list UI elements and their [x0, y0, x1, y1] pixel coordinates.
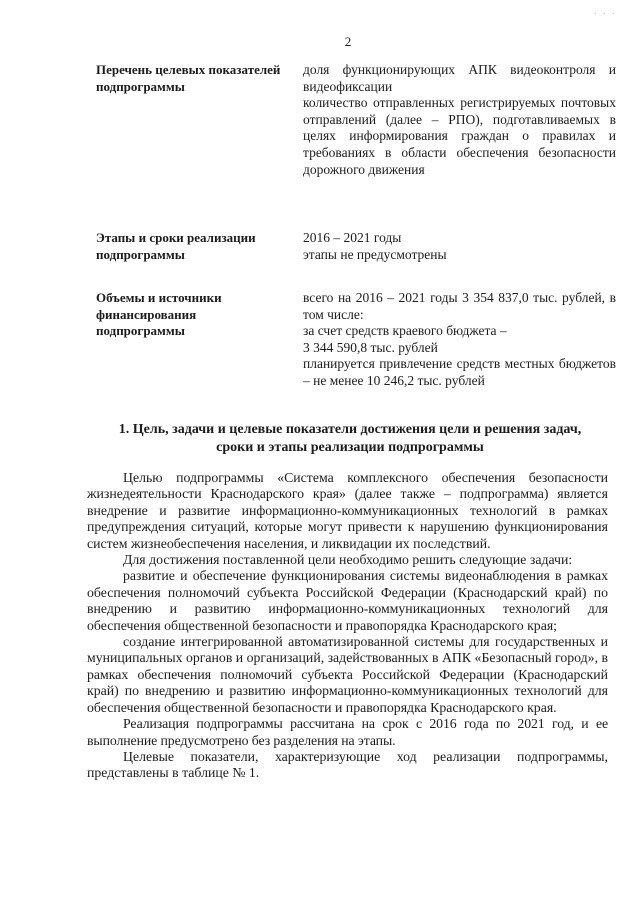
passport-value: доля функционирующих АПК видеоконтроля и видеофиксации — [303, 62, 616, 94]
passport-row-indicators — [96, 62, 616, 230]
passport-label: Объемы и источники финансирования подпрограммы — [96, 290, 222, 338]
passport-value: 3 344 590,8 тыс. рублей — [303, 339, 438, 355]
paragraph-task-2: создание интегрированной автоматизированной системы для государственных и муниципальных органов и организаций, задействованных в АПК «Безопасный город», в рамках обеспечения полномочий субъекта Российской Федерации (Краснодарский край) по внедрению и развитию информационно-коммуникационных технологий для обеспечения общественной безопасности и правопорядка Краснодарского края. — [87, 634, 608, 715]
passport-value: всего на 2016 – 2021 годы 3 354 837,0 тыс. рублей, в том числе: — [303, 290, 616, 322]
body-text — [87, 470, 608, 782]
passport-value: количество отправленных регистрируемых почтовых отправлений (далее – РПО), подготавливаемых в целях информирования граждан о правилах и требованиях в области обеспечения безопасности дорожного движения — [303, 95, 616, 177]
paragraph-indicators: Целевые показатели, характеризующие ход реализации подпрограммы, представлены в таблице № 1. — [87, 748, 608, 781]
paragraph-tasks-intro: Для достижения поставленной цели необходимо решить следующие задачи: — [123, 552, 573, 568]
passport-value: планируется привлечение средств местных бюджетов – не менее 10 246,2 тыс. рублей — [303, 356, 616, 388]
passport-label: Этапы и сроки реализации подпрограммы — [96, 230, 256, 262]
passport-values — [303, 62, 616, 178]
paragraph-term: Реализация подпрограммы рассчитана на срок с 2016 года по 2021 год, и ее выполнение предусмотрено без разделения на этапы. — [87, 716, 608, 748]
corner-mark: . . . — [594, 6, 617, 17]
passport-row-financing — [96, 290, 616, 400]
paragraph-task-1: развитие и обеспечение функционирования системы видеонаблюдения в рамках обеспечения полномочий субъекта Российской Федерации (Краснодарский край) по внедрению и развитию информационно-коммуникационных технологий для обеспечения общественной безопасности и правопорядка Краснодарского края; — [87, 568, 608, 633]
paragraph-goal: Целью подпрограммы «Система комплексного обеспечения безопасности жизнедеятельности Краснодарского края» (далее также – подпрограмма) является внедрение и развитие информационно-коммуникационных технологий в рамках предупреждения ситуаций, которые могут привести к нарушению функционирования систем жизнеобеспечения населения, и ликвидации их последствий. — [87, 470, 608, 551]
page-number: 2 — [344, 34, 352, 49]
passport-table — [96, 62, 616, 400]
passport-values — [303, 290, 616, 390]
section-heading: 1. Цель, задачи и целевые показатели достижения цели и решения задач, сроки и этапы реализации подпрограммы — [118, 422, 582, 455]
passport-row-stages — [96, 230, 616, 290]
passport-label: Перечень целевых показателей подпрограммы — [96, 62, 281, 94]
passport-values — [303, 230, 616, 263]
passport-value: этапы не предусмотрены — [303, 246, 447, 262]
passport-value: за счет средств краевого бюджета – — [303, 323, 507, 339]
passport-value: 2016 – 2021 годы — [303, 230, 402, 245]
